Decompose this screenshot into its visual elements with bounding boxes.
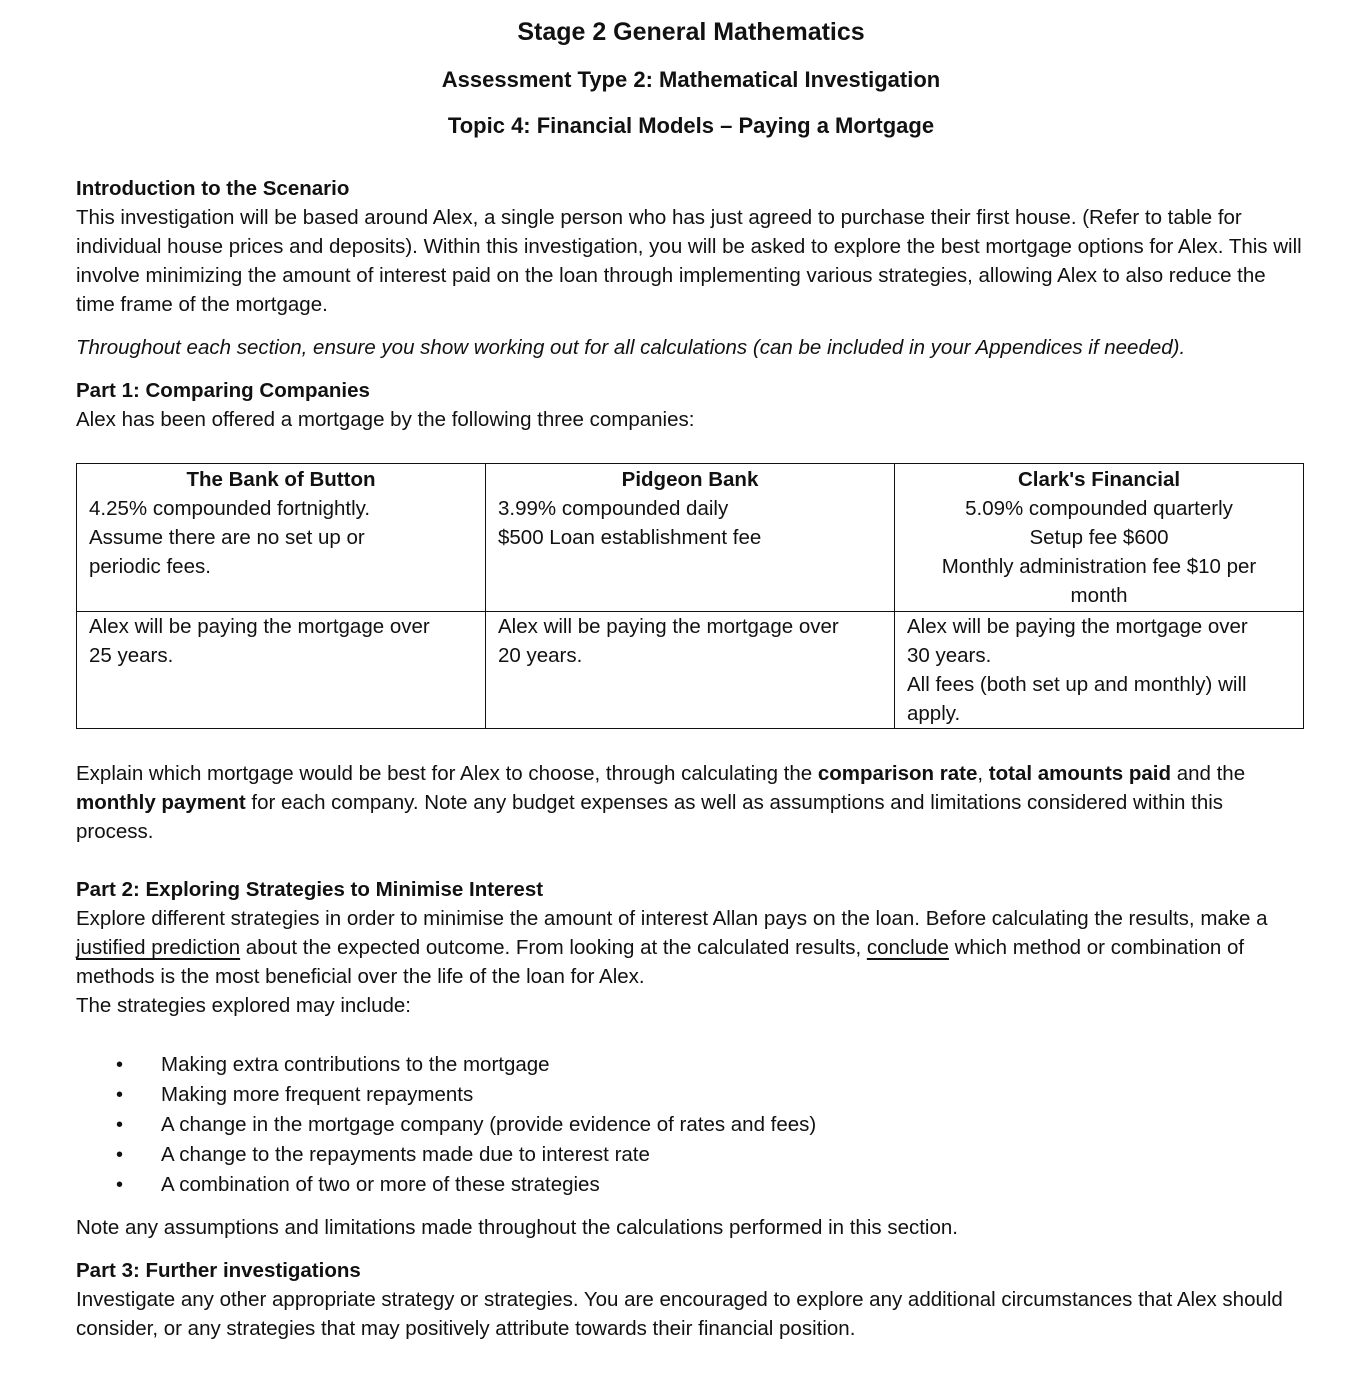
bullet-icon: •: [116, 1114, 124, 1136]
mortgage-comparison-table: [76, 463, 1304, 729]
explain-text: and the: [1171, 762, 1246, 785]
term-line: Monthly administration fee $10 per: [941, 555, 1257, 578]
part2-heading: Part 2: Exploring Strategies to Minimise Interest: [76, 878, 544, 901]
explain-text: Explain which mortgage would be best for Alex to choose, through calculating the: [76, 762, 818, 785]
total-amounts-paid-term: total amounts paid: [988, 762, 1172, 785]
term-line: 5.09% compounded quarterly: [965, 497, 1233, 520]
monthly-payment-term: monthly payment: [76, 791, 246, 814]
comparison-rate-term: comparison rate: [817, 762, 978, 785]
duration-line: All fees (both set up and monthly) will: [907, 673, 1247, 696]
cell-bank-of-button-terms: [77, 464, 486, 612]
duration-line: 20 years.: [498, 644, 583, 667]
term-line: $500 Loan establishment fee: [498, 526, 762, 549]
justified-prediction-term: justified prediction: [76, 936, 241, 959]
list-item: [76, 1110, 1306, 1140]
company-name: Pidgeon Bank: [621, 468, 759, 491]
strategies-intro: The strategies explored may include:: [76, 994, 412, 1017]
term-line: 4.25% compounded fortnightly.: [89, 497, 371, 520]
topic-title: Topic 4: Financial Models – Paying a Mortgage: [447, 113, 935, 138]
company-name: Clark's Financial: [1017, 468, 1181, 491]
part3-body: Investigate any other appropriate strategy or strategies. You are encouraged to explore any additional circumstances that Alex should consider, or any strategies that may positively attribute towards their financial position.: [76, 1288, 1283, 1340]
term-line: periodic fees.: [89, 555, 211, 578]
bullet-icon: •: [116, 1084, 124, 1106]
strategy-text: Making extra contributions to the mortgage: [161, 1053, 550, 1076]
document-title: Stage 2 General Mathematics: [517, 18, 865, 46]
duration-line: Alex will be paying the mortgage over: [907, 615, 1248, 638]
part1-intro: Alex has been offered a mortgage by the following three companies:: [76, 408, 695, 431]
term-line: 3.99% compounded daily: [498, 497, 729, 520]
cell-clarks-financial-terms: [895, 464, 1304, 612]
strategy-text: A change to the repayments made due to interest rate: [161, 1143, 650, 1166]
cell-bank-of-button-duration: [77, 612, 486, 729]
cell-clarks-financial-duration: [895, 612, 1304, 729]
list-item: [76, 1140, 1306, 1170]
intro-body: This investigation will be based around Alex, a single person who has just agreed to purchase their first house. (Refer to table for individual house prices and deposits). Within this investigation, you will be asked to explore the best mortgage options for Alex. This will involve minimizing the amount of interest paid on the loan through implementing various strategies, allowing Alex to also reduce the time frame of the mortgage.: [76, 206, 1302, 316]
duration-line: apply.: [907, 702, 961, 725]
part2-text: which method or combination of methods is the most beneficial over the life of the loan for Alex.: [76, 936, 1245, 988]
cell-pidgeon-bank-terms: [486, 464, 895, 612]
table-row-terms: [77, 464, 1304, 612]
part1-explain: [76, 759, 1306, 846]
part2-body: [76, 904, 1306, 991]
working-out-note: Throughout each section, ensure you show working out for all calculations (can be included in your Appendices if needed).: [76, 336, 1186, 359]
duration-line: Alex will be paying the mortgage over: [89, 615, 430, 638]
explain-text: for each company. Note any budget expenses as well as assumptions and limitations considered within this process.: [76, 791, 1224, 843]
part2-text: about the expected outcome. From looking at the calculated results,: [240, 936, 867, 959]
explain-text: ,: [977, 762, 989, 785]
list-item: [76, 1170, 1306, 1200]
strategies-list: [76, 1050, 1306, 1200]
conclude-term: conclude: [866, 936, 949, 959]
bullet-icon: •: [116, 1174, 124, 1196]
term-line: month: [1070, 584, 1128, 607]
list-item: [76, 1080, 1306, 1110]
duration-line: 30 years.: [907, 644, 992, 667]
strategy-text: A combination of two or more of these strategies: [161, 1173, 600, 1196]
duration-line: Alex will be paying the mortgage over: [498, 615, 839, 638]
part1-heading: Part 1: Comparing Companies: [76, 379, 370, 402]
strategy-text: A change in the mortgage company (provide evidence of rates and fees): [161, 1113, 817, 1136]
bullet-icon: •: [116, 1144, 124, 1166]
part3-heading: Part 3: Further investigations: [76, 1259, 361, 1282]
term-line: Setup fee $600: [1029, 526, 1169, 549]
cell-pidgeon-bank-duration: [486, 612, 895, 729]
part2-text: Explore different strategies in order to minimise the amount of interest Allan pays on the loan. Before calculating the results, make a: [76, 907, 1268, 930]
list-item: [76, 1050, 1306, 1080]
duration-line: 25 years.: [89, 644, 174, 667]
bullet-icon: •: [116, 1054, 124, 1076]
table-row-duration: [77, 612, 1304, 729]
term-line: Assume there are no set up or: [89, 526, 365, 549]
company-name: The Bank of Button: [186, 468, 376, 491]
assessment-type-title: Assessment Type 2: Mathematical Investigation: [441, 67, 941, 92]
part2-note: Note any assumptions and limitations made throughout the calculations performed in this section.: [76, 1216, 958, 1239]
intro-heading: Introduction to the Scenario: [76, 177, 350, 200]
strategy-text: Making more frequent repayments: [161, 1083, 474, 1106]
